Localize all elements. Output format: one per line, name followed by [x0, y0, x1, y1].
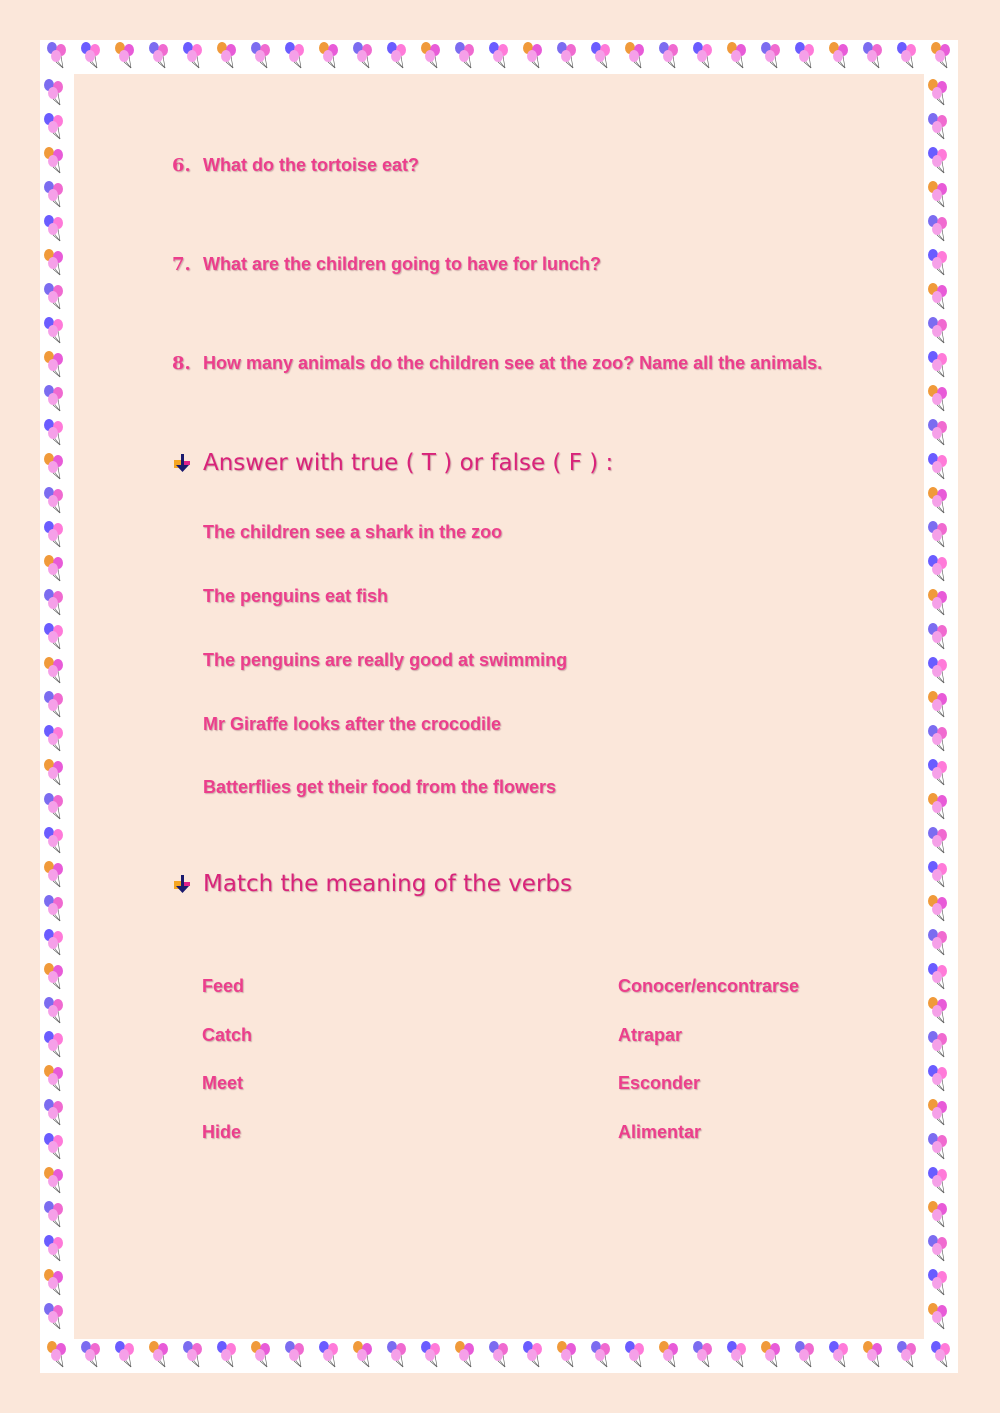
matching-heading [172, 871, 572, 897]
matching-heading-text: Match the meaning of the verbs [203, 871, 572, 897]
true-false-heading [172, 450, 613, 476]
verb-english: Catch [202, 1025, 253, 1045]
verb-english: Hide [202, 1122, 242, 1142]
question-text: How many animals do the children see at the zoo? Name all the animals. [203, 353, 823, 373]
question-number: 6. [172, 155, 191, 176]
verb-english: Feed [202, 976, 245, 996]
verb-english: Meet [202, 1073, 244, 1093]
question-6 [172, 155, 419, 176]
question-7 [172, 254, 601, 275]
arrow-down-bullet-icon [172, 873, 194, 895]
question-8 [172, 353, 822, 374]
true-false-item: Mr Giraffe looks after the crocodile [203, 714, 502, 734]
question-text: What are the children going to have for lunch? [203, 254, 602, 274]
verb-meaning-spanish: Esconder [618, 1073, 701, 1093]
arrow-down-bullet-icon [172, 452, 194, 474]
true-false-item: The penguins are really good at swimming [203, 650, 568, 670]
verb-meaning-spanish: Conocer/encontrarse [618, 976, 800, 996]
verb-meaning-spanish: Alimentar [618, 1122, 702, 1142]
question-number: 7. [172, 254, 191, 275]
true-false-item: Batterflies get their food from the flowers [203, 777, 557, 797]
true-false-heading-text: Answer with true ( T ) or false ( F ) : [203, 450, 614, 476]
true-false-item: The penguins eat fish [203, 586, 389, 606]
question-text: What do the tortoise eat? [203, 155, 419, 175]
question-number: 8. [172, 353, 191, 374]
verb-meaning-spanish: Atrapar [618, 1025, 683, 1045]
true-false-item: The children see a shark in the zoo [203, 522, 503, 542]
